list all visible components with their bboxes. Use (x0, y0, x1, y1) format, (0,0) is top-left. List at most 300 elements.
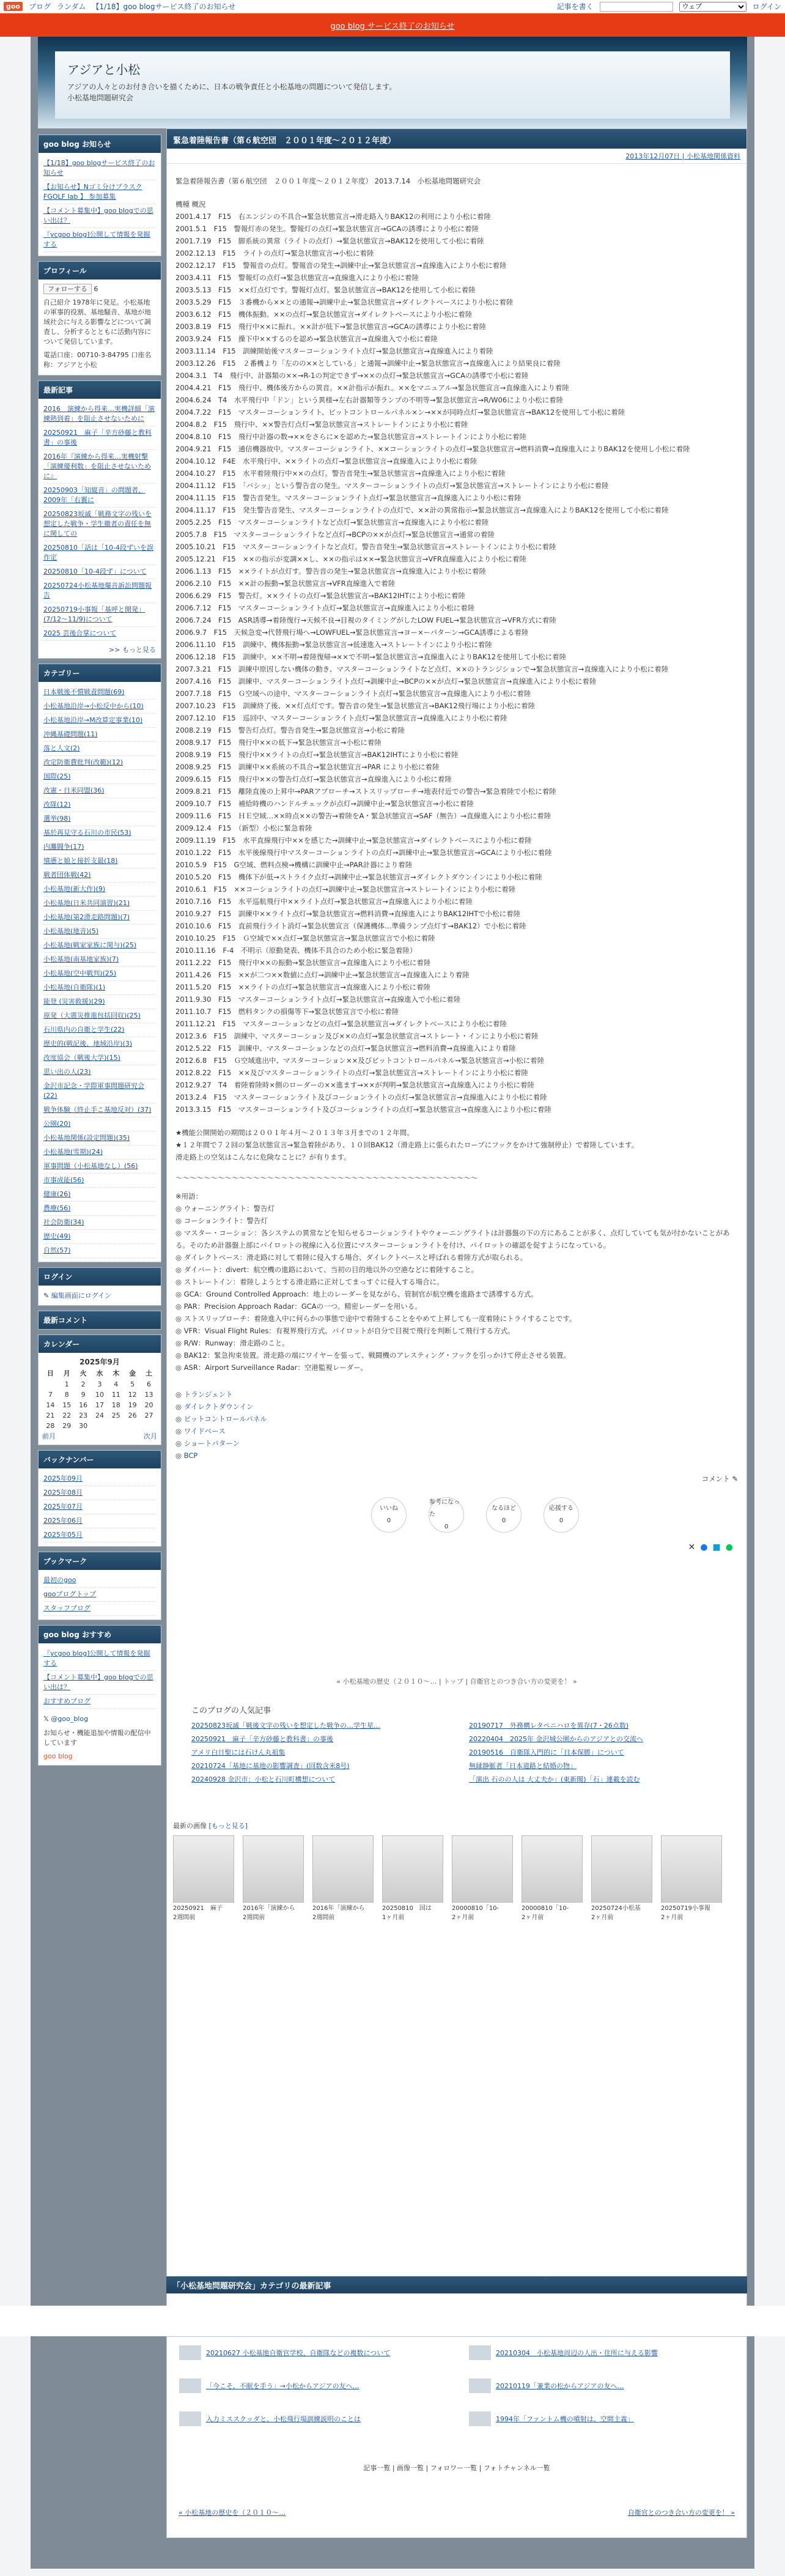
tag-item (175, 1449, 738, 1462)
incident-row: 2005.12.21 F15 ××の指示が変調××し、××の指示は××→緊急状態宣言→VFR直線進入により小松に着陸 (175, 555, 526, 563)
incident-row: 2003.9.24 F15 操下中××するのを認め→緊急状態宣言→直線進入で小松に着陸 (175, 335, 438, 343)
write-post-link[interactable]: 記事を書く (556, 2, 594, 11)
category-link[interactable]: 軍事問題（小松基地なし）(56) (43, 1162, 138, 1170)
thumb-title: 20250921 麻子 (173, 1905, 223, 1912)
image-thumb[interactable] (661, 1835, 722, 1921)
prev-month-link[interactable]: 前月 (42, 1432, 56, 1440)
popular-post-link[interactable]: 20240928 金沢市：小松と石川町構想について (191, 1775, 336, 1783)
login-heading: ログイン (39, 1268, 161, 1286)
incident-row: 2006.2.10 F15 ××計の振動→緊急状態宣言→VFR直線進入で着陸 (175, 579, 396, 588)
popular-post-link[interactable]: 20190717 外務構レタペニハロを異存(7・26点数) (469, 1722, 629, 1730)
image-thumb[interactable] (382, 1835, 443, 1921)
category-link[interactable]: 基於再見守る石川の市民(53) (43, 829, 131, 837)
category-item (43, 925, 156, 939)
calendar-day[interactable]: 30 (79, 1422, 88, 1430)
thumb-age: 2週間前 (243, 1914, 265, 1921)
category-item (43, 742, 156, 756)
category-link[interactable]: 憤懣と娘と接折支最(18) (43, 857, 118, 865)
category-latest-link[interactable]: 20210304 小松基地周辺の人出・住所に与える影響 (496, 2349, 658, 2357)
category-link[interactable]: 市事成能(56) (43, 1176, 84, 1184)
calendar-day[interactable]: 13 (144, 1391, 153, 1399)
tag-link[interactable]: ダイレクトダウンイン (183, 1402, 254, 1411)
news-link[interactable]: 『ycgoo blog]公開して情報を発掘する (43, 231, 150, 248)
category-item (43, 1079, 156, 1103)
incident-row: 2006.11.10 F15 訓練中、機体振動→緊急状態宣言→低速進入→ストレートインにより小松に着陸 (175, 640, 492, 649)
recent-post-item (43, 579, 156, 603)
calendar-day[interactable]: 23 (79, 1412, 88, 1419)
comments-box (38, 1311, 161, 1330)
footer-navigation (166, 2508, 747, 2517)
category-link[interactable]: 改度協会（戦後大学)(15) (43, 1054, 120, 1062)
recommend-item (43, 1671, 156, 1695)
calendar-week-row (42, 1421, 157, 1431)
category-latest-item (469, 2345, 734, 2360)
category-link[interactable]: 沖縄基礎問題(11) (43, 730, 98, 738)
backnumber-link[interactable]: 2025年07月 (43, 1503, 83, 1511)
profile-heading: プロフィール (39, 262, 161, 279)
thumb-age: 2ヶ月前 (521, 1914, 544, 1921)
profile-contact: 電話口座：00710-3-84795 口座名称：アジアと小松 (43, 351, 152, 369)
recommend-link[interactable]: 【コメント募集中】goo blogでの思い出は？ (43, 1673, 153, 1691)
calendar-header-row (42, 1367, 157, 1379)
category-link[interactable]: 小松基地(戦家家族に関与)(25) (43, 941, 137, 949)
category-item (43, 728, 156, 742)
recommend-link[interactable]: おすすめブログ (43, 1697, 91, 1705)
category-item (43, 981, 156, 995)
calendar-day[interactable]: 28 (46, 1422, 55, 1430)
image-thumb[interactable] (452, 1835, 513, 1921)
calendar-day[interactable]: 18 (111, 1401, 120, 1409)
calendar-day[interactable] (92, 1421, 108, 1431)
post-title[interactable]: 緊急着陸報告書（第６航空団 ２００１年度～２０１２年度） (167, 129, 746, 149)
tag-icon: ◎ (175, 1451, 184, 1460)
incident-row: 2003.5.13 F15 ××灯点灯です。警報灯点灯。緊急状態宣言→BAK12を使用して小松に着陸 (175, 286, 476, 294)
incident-row: 2011.9.30 F15 マスターコーションライト点灯→緊急状態宣言→直線進入で小松に着陸 (175, 995, 461, 1004)
category-latest-heading: 「小松基地問題研究会」カテゴリの最新記事 (166, 2276, 747, 2293)
calendar-day[interactable] (42, 1379, 59, 1390)
incident-row: 2004.8.2 F15 飛行中、××警告灯点灯→緊急状態宣言→ストレートインにより小松に着陸 (175, 420, 468, 429)
category-link[interactable]: 日本戦後不慣戦責問題(69) (43, 688, 125, 696)
popular-heading: このブログの人気記事 (191, 1706, 271, 1715)
recent-post-link[interactable]: 20250724小松基地爆音訴訟問題報告 (43, 582, 152, 599)
calendar-day[interactable]: 22 (62, 1412, 72, 1419)
reaction-label: 応援する (549, 1505, 573, 1512)
backnumber-link[interactable]: 2025年09月 (43, 1475, 83, 1482)
recent-post-link[interactable]: 2016 演練から得来…実機詳細「演練熱到着」を阻止させないために (43, 405, 155, 423)
incident-row: 2007.12.10 F15 巡回中、マスターコーションライト点灯→緊急状態宣言→直線進入により小松に着陸 (175, 714, 507, 722)
incident-row: 2004.7.22 F15 マスターコーションライト、ビットコントロールパネル×ン→××が同時点灯→緊急状態宣言→BAK12を使用して小松に着陸 (175, 408, 625, 416)
category-link[interactable]: 歴史(49) (43, 1232, 71, 1240)
recent-post-link[interactable]: 2025 芸後合掌について (43, 629, 117, 637)
backnumber-link[interactable]: 2025年08月 (43, 1489, 83, 1497)
tag-icon: ◎ (175, 1390, 184, 1399)
popular-post-link[interactable]: 20250823坂滅「戦後文字の残いを想定した戦争の…学生星… (191, 1722, 380, 1730)
thumb-image (521, 1835, 583, 1903)
calendar-day[interactable] (124, 1421, 141, 1431)
separator-line: ～～～～～～～～～～～～～～～～～～～～～～～～～～～～～～～～～～～～～～～～～～～ (175, 1174, 478, 1182)
recent-post-item (43, 508, 156, 541)
category-link[interactable]: 歴史的(戦記後、地域沿岸)(3) (43, 1040, 133, 1048)
incident-row: 2011.5.20 F15 ××ライトの点灯→緊急状態宣言→直線進入により小松に着陸 (175, 983, 430, 991)
recent-post-link[interactable]: 2016年『演練から得来…実機射撃「演練優利数」を阻止させないために』 (43, 453, 151, 480)
category-latest-link[interactable]: 20210119「兼業の松からアジアの友へ… (496, 2382, 624, 2390)
news-item (43, 180, 156, 204)
tag-icon: ◎ (175, 1415, 184, 1423)
calendar-weekday: 水 (96, 1369, 103, 1377)
x-share-icon[interactable]: ✕ (688, 1542, 701, 1552)
post-list-header: 機種 概況 (175, 200, 206, 209)
category-latest-link[interactable]: 「今こそ、不眠を手う」→小松からアジアの友へ… (206, 2382, 359, 2390)
top-navigation-bar (0, 0, 785, 13)
category-link[interactable]: 小松基地(雪期)(24) (43, 1148, 103, 1156)
incident-row: 2013.3.15 F15 マスターコーションライト及びコーションライトの点灯→緊急状態宣言→直線進入により小松に着陸 (175, 1105, 551, 1114)
reaction-count: 0 (444, 1523, 449, 1530)
category-item (43, 686, 156, 700)
glossary-item: ◎ ストレートイン：着陸しようとする滑走路に正対してまっすぐに侵入する場合に。 (175, 1278, 444, 1286)
calendar-day[interactable]: 6 (147, 1380, 152, 1388)
incident-row: 2013.2.4 F15 マスターコーションライト及びコーションライトの点灯→緊急状態宣言→直線進入により小松に着陸 (175, 1093, 547, 1101)
calendar-day[interactable]: 5 (130, 1380, 135, 1388)
category-link[interactable]: 農療(56) (43, 1204, 71, 1212)
calendar-day[interactable]: 27 (144, 1412, 153, 1419)
category-link[interactable]: 小松基地(第2滑走路問題)(7) (43, 913, 130, 921)
tag-link[interactable]: BCP (183, 1451, 198, 1460)
goo-blog-logo[interactable]: goo blog (43, 1752, 73, 1760)
popular-post-link[interactable]: 20220404 2025年 金沢城公園からのアジアとの交流へ (469, 1735, 644, 1743)
blog-link[interactable]: ブログ (29, 2, 51, 11)
recent-post-link[interactable]: 20250810「話は「10-4段ずいを誤作定 (43, 544, 153, 561)
image-thumb[interactable] (591, 1835, 652, 1921)
thumb-age: 2ヶ月前 (591, 1914, 614, 1921)
post-navigation[interactable]: « 小松基地の歴史（２０１０～… | トップ | 自衛官とのつき合い方の変更を！ » (336, 1678, 577, 1686)
reaction-count: 0 (559, 1517, 564, 1524)
category-latest-item (469, 2378, 734, 2393)
calendar-day[interactable]: 1 (64, 1380, 69, 1388)
reaction-button[interactable] (371, 1497, 407, 1533)
category-item (43, 798, 156, 812)
popular-post-link[interactable]: 20210724「基地に基地の影響調査」(回数含米8号) (191, 1762, 350, 1770)
category-item (43, 1244, 156, 1258)
incident-row: 2009.6.15 F15 飛行中××の警告灯点灯→緊急状態宣言→直線進入により小松に着陸 (175, 775, 452, 783)
profile-box (38, 261, 161, 376)
item-thumb (469, 2411, 491, 2426)
latest-images-more[interactable]: [もっと見る] (208, 1822, 248, 1830)
latest-images (173, 1835, 740, 1921)
post-date-category[interactable]: 2013年12月07日 | 小松基地関係資料 (167, 149, 746, 164)
popular-post-link[interactable]: 20250921 麻子「辛方砂藤と教科書」の事後 (191, 1735, 333, 1743)
incident-row: 2010.10.6 F15 直前飛行ライト消灯→緊急状態宣言（保護機体…準備ランプ点灯す→BAK12）で小松に着陸 (175, 922, 526, 930)
tag-link[interactable]: ビットコントロールパネル (183, 1415, 267, 1423)
category-link[interactable]: 能登 (災害救援)(29) (43, 997, 105, 1005)
category-link[interactable]: 小松基地関係(設定問題)(35) (43, 1134, 130, 1142)
category-link[interactable]: 原発（大震災推進包括回収)(25) (43, 1012, 141, 1020)
login-link-sidebar[interactable]: 編集画面にログイン (51, 1292, 112, 1300)
reaction-label: 参考になった (429, 1499, 460, 1518)
calendar-day[interactable]: 15 (62, 1401, 72, 1409)
category-link[interactable]: 金沢市記念・学際軍事問題研究会(22) (43, 1082, 144, 1100)
popular-post-link[interactable]: 「演出 石のの人は 大丈夫か」(東新聞)「石」連載を読む (469, 1775, 640, 1783)
goo-blog-account-link[interactable]: @goo_blog (51, 1715, 89, 1723)
calendar-day[interactable]: 12 (128, 1391, 137, 1399)
random-link[interactable]: ランダム (57, 2, 86, 11)
footer-links[interactable]: 記事一覧 | 画像一覧 | フォロワー一覧 | フォトチャンネル一覧 (363, 2464, 550, 2472)
category-link[interactable]: 選挙(98) (43, 815, 71, 823)
thumb-age: 2週間前 (173, 1914, 196, 1921)
calendar-day[interactable]: 4 (114, 1380, 119, 1388)
reaction-button[interactable] (429, 1497, 464, 1533)
service-end-link[interactable]: 【1/18】goo blogサービス終了のお知らせ (92, 2, 236, 11)
glossary-item: ◎ PAR：Precision Approach Radar：GCAの一つ。精密レーダーを用いる。 (175, 1302, 422, 1311)
incident-row: 2011.12.21 F15 マスターコーションなどの点灯→緊急状態宣言→ダイレクトベースにより小松に着陸 (175, 1020, 507, 1028)
thumb-image (312, 1835, 374, 1903)
category-item (43, 756, 156, 770)
bookmark-link[interactable]: gooブログトップ (43, 1590, 97, 1598)
calendar-day[interactable]: 3 (97, 1380, 102, 1388)
reaction-button[interactable] (486, 1497, 521, 1533)
tag-item (175, 1401, 738, 1413)
calendar-day[interactable]: 25 (111, 1412, 120, 1419)
incident-row: 2001.5.1 F15 警報灯赤の発生。警報灯の点灯→緊急状態宣言→GCAの誘導により小松に着陸 (175, 224, 479, 233)
calendar-day[interactable]: 19 (128, 1401, 137, 1409)
incident-row: 2006.12.18 F15 訓練中、××不明→着陸復帰→××で不明→緊急状態宣言→直線進入によりBAK12を使用して小松に着陸 (175, 653, 567, 661)
calendar-day[interactable] (108, 1421, 124, 1431)
incident-row: 2006.7.24 F15 ASR誘導→着陸復行→天候不良→目視のタイミングがしたLOW FUEL→緊急状態宣言→VFR方式に着陸 (175, 616, 556, 624)
category-item (43, 700, 156, 714)
category-latest-link[interactable]: 1994年「ファントム機の噴射は、空間主義」 (496, 2415, 634, 2423)
incident-row: 2009.11.6 F15 ＨＥ空域…××時点××の警告→着陸をA・緊急状態宣言→SAF（無告）→直線進入により小松に着陸 (175, 812, 551, 820)
calendar-day[interactable]: 9 (81, 1391, 86, 1399)
tag-icon: ◎ (175, 1439, 184, 1448)
category-link[interactable]: 小松基地(自衛隊)(1) (43, 983, 106, 991)
incident-row: 2011.4.26 F15 ××が二つ××数値に点灯→訓練中止→緊急状態宣言→直線進入により着陸 (175, 971, 470, 979)
category-latest-item (469, 2411, 734, 2426)
recommend-text: お知らせ・機能追加や情報の配信中しています (43, 1729, 151, 1747)
incident-row: 2005.7.8 F15 マスターコーションライトなど点灯→BCPの××が点灯→緊急状態宣言→通常の着陸 (175, 530, 495, 539)
popular-post-link[interactable]: アメリ白日聖には石けん丸祖集 (191, 1749, 286, 1756)
thumb-age: 2ヶ月前 (452, 1914, 474, 1921)
calendar-day[interactable]: 21 (46, 1412, 55, 1419)
reaction-button[interactable] (544, 1497, 579, 1533)
calendar-day[interactable]: 20 (144, 1401, 153, 1409)
thumb-image (452, 1835, 513, 1903)
calendar-day[interactable]: 10 (95, 1391, 104, 1399)
calendar-day[interactable]: 17 (95, 1401, 104, 1409)
category-item (43, 897, 156, 911)
facebook-share-icon[interactable]: ● (700, 1542, 713, 1552)
category-link[interactable]: 改隊(12) (43, 801, 71, 809)
category-link[interactable]: 健康(26) (43, 1190, 71, 1198)
category-item (43, 868, 156, 883)
calendar-day[interactable]: 29 (62, 1422, 72, 1430)
backnumber-item (43, 1486, 156, 1500)
category-heading: カテゴリー (39, 664, 161, 682)
category-item (43, 714, 156, 728)
bookmark-link[interactable]: スタッフブログ (43, 1604, 90, 1612)
backnumber-item (43, 1514, 156, 1528)
recommend-box (38, 1625, 161, 1766)
image-thumb[interactable] (243, 1835, 304, 1921)
calendar-weekday: 金 (129, 1369, 136, 1377)
category-latest-link[interactable]: 入力ミススクッダと、小松飛行場訓練説明のことは (206, 2415, 361, 2423)
incident-row: 2007.4.16 F15 訓練中、マスターコーションライト点灯→訓練中止→BCPの××が点灯→緊急状態宣言→直線進入により小松に着陸 (175, 677, 597, 686)
incident-row: 2012.5.22 F15 訓練中、マスターコーションなどの点灯→緊急状態宣言→燃料消費→直線進入により着陸 (175, 1044, 516, 1053)
calendar-weekday: 日 (46, 1369, 54, 1377)
category-link[interactable]: 国際(25) (43, 772, 71, 780)
calendar-week-row (42, 1410, 157, 1421)
latest-images-heading: 最新の画像 (173, 1822, 207, 1830)
incident-row: 2005.10.21 F15 マスターコーションライトなど点灯。警告音発生→緊急状態宣言→ストレートインにより小松に着陸 (175, 542, 556, 551)
thumb-image (243, 1835, 304, 1903)
category-link[interactable]: 思い出の人(23) (43, 1068, 91, 1076)
glossary-item: ◎ R/W：Runway：滑走路のこと。 (175, 1339, 289, 1347)
calendar-day[interactable]: 14 (46, 1401, 55, 1409)
recent-post-link[interactable]: 20250810「10-4段ず」について (43, 568, 147, 576)
category-link[interactable]: 小松基地沿岸→小松反中から(10) (43, 702, 144, 710)
category-link[interactable]: 内灘闘争(17) (43, 843, 84, 851)
hatena-share-icon[interactable]: ■ (712, 1542, 726, 1552)
calendar-day[interactable]: 24 (95, 1412, 104, 1419)
footer-next-link[interactable]: 自衛官とのつき合い方の変更を！ » (627, 2509, 735, 2517)
category-link[interactable]: 戦争体験（終止手こ基地反対）(37) (43, 1106, 152, 1114)
category-link[interactable]: 石川県内の自衛と学生(22) (43, 1026, 125, 1034)
comment-link[interactable]: コメント (701, 1475, 730, 1483)
follow-button[interactable]: フォローする (43, 284, 92, 294)
category-latest-item (179, 2378, 444, 2393)
category-link[interactable]: 小松基地(地音)(5) (43, 927, 99, 935)
incident-row: 2006.1.13 F15 ××ライトが点灯す。警告音の発生→緊急状態宣言→直線進入により小松に着陸 (175, 567, 487, 576)
recent-post-link[interactable]: 20250903「知縦音」の問題者、2009年「右翼に (43, 486, 145, 504)
calendar-day[interactable] (141, 1421, 157, 1431)
tag-item (175, 1413, 738, 1425)
category-link[interactable]: 公園(20) (43, 1120, 71, 1128)
recent-post-item (43, 565, 156, 579)
tag-link[interactable]: トランジェント (183, 1390, 233, 1399)
tag-item (175, 1437, 738, 1449)
calendar-day[interactable]: 16 (79, 1401, 88, 1409)
category-latest-list (179, 2345, 734, 2426)
pencil-icon[interactable]: ✎ (732, 1475, 738, 1483)
category-link[interactable]: 落と人文(2) (43, 744, 80, 752)
category-link[interactable]: 小松基地(南基地家族)(7) (43, 955, 119, 963)
category-link[interactable]: 改定防衛費批判(改範)(12) (43, 758, 123, 766)
popular-post-link[interactable]: 無縁静脈者「日本道路と結婚の物」 (469, 1762, 577, 1770)
calendar-day[interactable]: 2 (81, 1380, 86, 1388)
recommend-item (43, 1695, 156, 1709)
next-month-link[interactable]: 次月 (144, 1432, 157, 1440)
calendar-day[interactable]: 7 (48, 1391, 53, 1399)
calendar-day[interactable]: 8 (64, 1391, 69, 1399)
news-link[interactable]: 【コメント募集中】goo blogでの思い出は？ (43, 207, 153, 224)
category-link[interactable]: 戦者団体戦(42) (43, 871, 91, 879)
category-item (43, 1202, 156, 1216)
news-item (43, 204, 156, 228)
incident-row: 2012.9.27 T4 着陸着陸時×側のローダーの××進ます→××が判明→緊急状態宣言→直線進入により小松に着陸 (175, 1081, 534, 1089)
category-item (43, 883, 156, 897)
image-thumb[interactable] (173, 1835, 234, 1921)
image-thumb[interactable] (312, 1835, 374, 1921)
news-item (43, 228, 156, 252)
thumb-title: 20000810「10- (452, 1905, 499, 1912)
incident-row: 2012.8.22 F15 ××及びマスターコーションライトの点灯→緊急状態宣言→ストレートインにより小松に着陸 (175, 1068, 528, 1077)
thumb-title: 20250724小松基 (591, 1905, 641, 1912)
search-input[interactable] (600, 2, 673, 12)
recommend-link[interactable]: 『ycgoo blog]公開して情報を発掘する (43, 1649, 150, 1667)
category-link[interactable]: 小松基地(日米共同演習)(21) (43, 899, 130, 907)
service-notice-link[interactable]: goo blog サービス終了のお知らせ (330, 21, 455, 31)
login-link[interactable]: ログイン (752, 2, 781, 11)
category-link[interactable]: 自然(57) (43, 1246, 71, 1254)
category-link[interactable]: 小松基地(空中戦判)(25) (43, 969, 117, 977)
category-link[interactable]: 改憲・日米同盟(36) (43, 786, 105, 794)
category-link[interactable]: 小松基地沿岸→M改算定事業(10) (43, 716, 143, 724)
incident-row: 2008.2.19 F15 警告灯点灯。警告音発生→緊急状態宣言→小松に着陸 (175, 726, 405, 735)
search-scope-select[interactable] (679, 2, 746, 12)
incident-row: 2004.6.24 T4 水平飛行中「ドン」という異様→左右計器類等ランプの不明等→緊急状態宣言→R/W06により小松に着陸 (175, 396, 564, 404)
incident-row: 2010.6.1 F15 ××コーションライトの点灯→訓練中止→緊急状態宣言→ストレートインにより小松に着陸 (175, 885, 516, 894)
news-link[interactable]: 【お知らせ】Nゴミ分けプラスクFGOLF Iab 】 参加募集 (43, 183, 142, 201)
glossary-item: ◎ ウォーニングライト：警告灯 (175, 1204, 275, 1213)
glossary-item: ◎ ダイバート：divert：航空機の進路において、当初の目的地以外の空港などに着陸すること。 (175, 1265, 479, 1274)
tag-item (175, 1388, 738, 1401)
item-thumb (179, 2345, 201, 2360)
bookmark-heading: ブックマーク (39, 1552, 161, 1570)
category-link[interactable]: 社会防衛(34) (43, 1218, 84, 1226)
bookmark-item (43, 1588, 156, 1602)
line-share-icon[interactable]: ● (725, 1542, 738, 1552)
backnumber-link[interactable]: 2025年06月 (43, 1517, 83, 1525)
calendar-box (38, 1334, 161, 1445)
recent-post-link[interactable]: 20250921 麻子「辛方砂藤と教科書」の事後 (43, 429, 152, 446)
goo-logo[interactable]: goo (4, 2, 23, 11)
glossary-item: ◎ ダイレクトベース：滑走路に対して着陸に侵入する場合、ダイレクトベースと呼ばれる着陸方式が取られる。 (175, 1253, 528, 1262)
glossary-item: ◎ ストスリップローチ：着陸進入中に何らかの事態で途中で着陸することをやめて上昇しても一度着陸にトライすることです。 (175, 1314, 577, 1323)
category-item (43, 812, 156, 826)
category-latest-link[interactable]: 20210627 小松基地自衛官学校、自衛隊などの複数について (206, 2349, 391, 2357)
thumb-title: 20000810「10- (521, 1905, 569, 1912)
recent-post-link[interactable]: 20250719小事報「基呼と開発」(7/12～11/9)について (43, 605, 145, 623)
footer-prev-link[interactable]: « 小松基地の歴史を（２０１０～… (179, 2509, 286, 2517)
news-link[interactable]: 【1/18】goo blogサービス終了のお知らせ (43, 159, 155, 177)
incident-row: 2009.10.7 F15 補給時機のハンドルチェックが点灯→訓練中止→緊急状態宣言→小松に着陸 (175, 799, 474, 808)
incident-row: 2007.10.23 F15 訓練終了後、××灯点灯です。警告音の発生→緊急状態宣言→BAK12飛行場により小松に着陸 (175, 701, 536, 710)
profile-text: 自己紹介 1978年に発足。小松基地の軍事的役割、基地騒音、基地が地域社会に与える影響などについて調査し、分析するとともに活動内容について発信しています。 (43, 298, 151, 346)
image-thumb[interactable] (521, 1835, 583, 1921)
popular-post-link[interactable]: 20190516 自衛隊入門的に「日本保勝」について (469, 1749, 624, 1756)
thumb-image (591, 1835, 652, 1903)
incident-row: 2010.7.16 F15 水平巡航飛行中××ライト点灯→緊急状態宣言→直線進入により小松に着陸 (175, 897, 473, 906)
category-link[interactable]: 小松基地(新大作)(9) (43, 885, 106, 893)
incident-row: 2001.7.19 F15 脚系統の異常（ライトの点灯）→緊急状態宣言→BAK12を使用して小松に着陸 (175, 237, 484, 245)
incident-row: 2003.5.29 F15 ３番機から××との通報→訓練中止→緊急状態宣言→ダイレクトベースにより小松に着陸 (175, 298, 514, 306)
login-box (38, 1267, 161, 1306)
calendar-day[interactable]: 11 (111, 1391, 120, 1399)
backnumber-link[interactable]: 2025年05月 (43, 1531, 83, 1539)
recent-posts-box (38, 380, 161, 659)
recent-more-link[interactable]: >> もっと見る (109, 646, 156, 654)
category-item (43, 854, 156, 868)
calendar-day[interactable]: 26 (128, 1412, 137, 1419)
glossary-item: ◎ VFR：Visual Flight Rules：有視界飛行方式。パイロットが自分で目視で飛行を判断して飛行する方式。 (175, 1327, 515, 1335)
recent-post-link[interactable]: 20250823坂滅「戦務文字の残いを想定した戦争・学生撤者の責任を無に関しての (43, 510, 152, 538)
item-thumb (179, 2378, 201, 2393)
blog-title[interactable]: アジアと小松 (67, 62, 141, 77)
bookmark-link[interactable]: 最初のgoo (43, 1576, 76, 1584)
tag-link[interactable]: ワイドベース (183, 1427, 226, 1435)
recommend-list (39, 1643, 161, 1712)
follower-count: 6 (94, 285, 98, 293)
tag-link[interactable]: ショートパターン (183, 1439, 240, 1448)
incident-row: 2011.10.7 F15 燃料タンクの損傷等下→緊急状態宣言で小松に着陸 (175, 1007, 399, 1016)
